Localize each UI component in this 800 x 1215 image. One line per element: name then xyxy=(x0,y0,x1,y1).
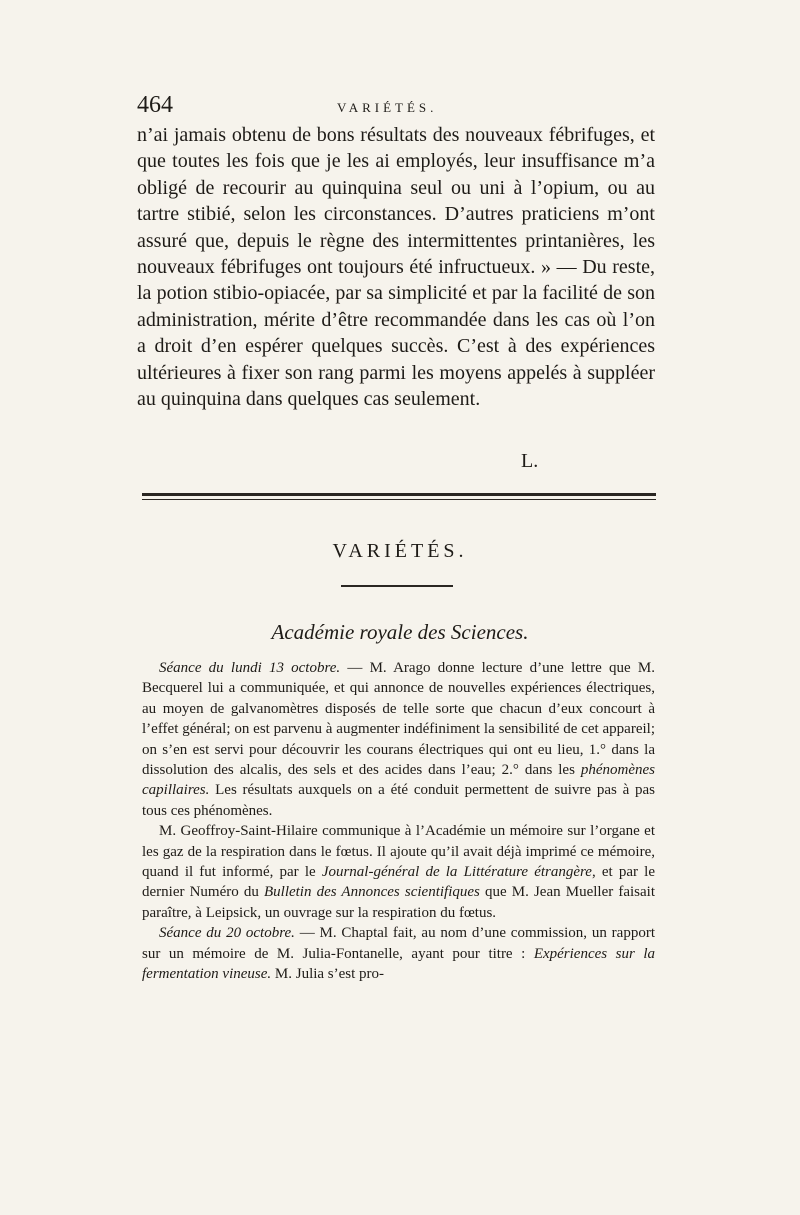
paragraph-text: — M. Arago donne lecture d’une lettre que M. Becquerel lui a communiquée, et qui annonce de nouvelles expériences électriques, au moyen de galvanomètres disposés de telle sorte que chacun d’eux concourt à l’effet général; on est parvenu à augmenter indéfiniment la sensibilité de cet appareil; on s’en est servi pour découvrir les courans électriques qui ont eu lieu, 1.° dans la dissolution des alcalis, des sels et des acides dans l’eau; 2.° dans les xyxy=(142,660,655,779)
journal-title: Journal-général de la Littérature étrangère xyxy=(321,864,592,881)
top-paragraph: n’ai jamais obtenu de bons résultats des nouveaux fébrifuges, et que toutes les fois que je les ai employés, leur insuffisance m’a obligé de recourir au quinquina seul ou uni à l’opium, ou au tartre stibié, selon les circonstances. D’autres praticiens m’ont assuré que, depuis le règne des intermittentes printanières, les nouveaux fébrifuges ont toujours été infructueux. » — Du reste, la potion stibio-opiacée, par sa simplicité et par la facilité de son administration, mérite d’être recommandée dans les cas où l’on a droit d’en espérer quelques succès. C’est à des expériences ultérieures à fixer son rang parmi les moyens appelés à suppléer au quinquina dans quelques cas seulement. xyxy=(137,124,655,411)
session-date: Séance du lundi 13 octobre. xyxy=(159,660,341,676)
academy-report xyxy=(142,658,655,985)
bulletin-title: Bulletin des Annonces scientifiques xyxy=(263,884,480,901)
session-paragraph-1 xyxy=(142,658,655,821)
page-number: 464 xyxy=(137,92,173,118)
section-divider-thick xyxy=(142,493,656,496)
academy-subtitle: Académie royale des Sciences. xyxy=(271,620,529,644)
session-paragraph-2 xyxy=(142,821,655,923)
section-divider-thin xyxy=(142,499,656,500)
session-date: Séance du 20 octobre. xyxy=(159,925,295,942)
running-head xyxy=(137,92,657,126)
memoir-title: Expériences sur la fermentation vineuse. xyxy=(142,945,655,983)
section-title: VARIÉTÉS. xyxy=(332,540,468,562)
paragraph-text: , et par le dernier Numéro du xyxy=(142,864,655,901)
paragraph-text: que M. Jean Mueller faisait paraître, à Leipsick, un ouvrage sur la respiration du fœtus. xyxy=(142,884,655,921)
italic-term: phénomènes capillaires. xyxy=(142,762,655,799)
author-signature: L. xyxy=(521,450,539,472)
running-title: VARIÉTÉS. xyxy=(337,100,438,115)
paragraph-text: — M. Chaptal fait, au nom d’une commission, un rapport sur un mémoire de M. Julia-Fontanelle, ayant pour titre : xyxy=(142,925,655,962)
paragraph-text: M. Geoffroy-Saint-Hilaire communique à l’Académie un mémoire sur l’organe et les gaz de la respiration dans le fœtus. Il ajoute qu’il avait déjà imprimé ce mémoire, quand il fut informé, par le xyxy=(142,823,655,881)
section-title-rule xyxy=(341,585,453,587)
paragraph-text: Les résultats auxquels on a été conduit permettent de suivre pas à pas tous ces phénomènes. xyxy=(142,782,655,819)
paragraph-text: M. Julia s’est pro- xyxy=(271,966,385,983)
session-paragraph-3 xyxy=(142,923,655,984)
